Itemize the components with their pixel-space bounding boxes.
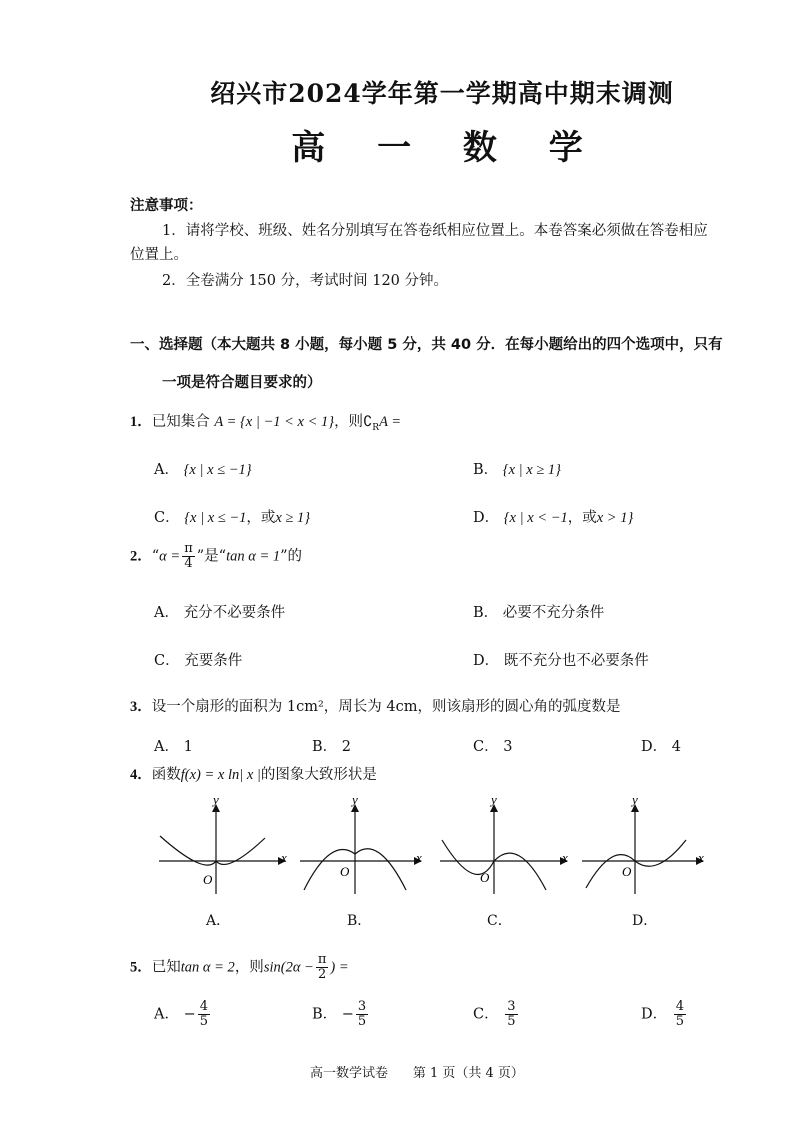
option-value: 1 bbox=[183, 739, 193, 755]
origin-label: O bbox=[340, 864, 350, 879]
math-expression: α = bbox=[159, 548, 181, 565]
fraction-pi-over-4 bbox=[182, 542, 195, 571]
fraction-numerator: π bbox=[317, 952, 327, 967]
stem-text: ，则 bbox=[334, 414, 364, 430]
fraction-denominator: 4 bbox=[184, 556, 193, 571]
function-expression: f(x) = x ln| x | bbox=[180, 767, 261, 783]
section-heading-cont: 一项是符合题目要求的） bbox=[162, 375, 322, 391]
exam-title: 绍兴市2024学年第一学期高中期末调测 bbox=[210, 79, 674, 108]
q1-option-d bbox=[473, 506, 633, 527]
q1-option-c bbox=[154, 506, 310, 527]
fraction-denominator: 2 bbox=[317, 967, 327, 982]
stem-text: 的图象大致形状是 bbox=[260, 767, 377, 783]
y-label: y bbox=[632, 796, 638, 807]
q5-option-c bbox=[473, 1000, 520, 1029]
notice-item-1: 1．请将学校、班级、姓名分别填写在答卷纸相应位置上。本卷答案必须做在答卷相应 bbox=[162, 223, 708, 239]
stem-text: ”的 bbox=[280, 548, 303, 565]
stem-text: A = bbox=[379, 414, 402, 430]
option-value: 必要不充分条件 bbox=[502, 605, 605, 621]
option-text: ，或 bbox=[246, 510, 276, 526]
q2-option-d bbox=[473, 649, 649, 670]
option-label: A． bbox=[154, 1006, 179, 1023]
graph-option-b bbox=[296, 796, 431, 896]
option-label: B． bbox=[312, 1006, 338, 1023]
option-label: C． bbox=[473, 739, 499, 755]
option-value: {x | x < −1 bbox=[503, 510, 568, 526]
option-fraction bbox=[674, 1000, 686, 1029]
q2-option-b bbox=[473, 601, 604, 622]
option-label: A． bbox=[154, 605, 179, 621]
page-footer bbox=[0, 1062, 794, 1081]
math-expression: tan α = 2 bbox=[180, 959, 235, 976]
option-label: D． bbox=[473, 653, 500, 669]
option-label: D． bbox=[641, 1006, 668, 1023]
option-label: D． bbox=[473, 510, 500, 526]
question-number: 5． bbox=[130, 959, 152, 976]
q5-option-b bbox=[312, 1000, 370, 1029]
option-label: C． bbox=[473, 1006, 499, 1023]
option-value: {x | x ≥ 1} bbox=[502, 462, 561, 478]
question-number: 3． bbox=[130, 699, 152, 715]
option-text: ，或 bbox=[567, 510, 597, 526]
fraction-denominator: 5 bbox=[199, 1014, 209, 1029]
question-number: 4． bbox=[130, 767, 152, 783]
x-label: x bbox=[562, 850, 568, 865]
graph-option-a bbox=[155, 796, 290, 896]
y-label: y bbox=[352, 796, 358, 807]
sign: − bbox=[183, 1006, 196, 1023]
option-label: B． bbox=[473, 462, 499, 478]
q2-option-a bbox=[154, 601, 285, 622]
origin-label: O bbox=[203, 872, 213, 887]
option-value: {x | x ≤ −1} bbox=[183, 462, 252, 478]
stem-text: ，周长为 4 bbox=[323, 699, 396, 715]
sign: − bbox=[341, 1006, 354, 1023]
stem-text: ，则 bbox=[234, 959, 264, 976]
fraction-numerator: 3 bbox=[357, 999, 367, 1014]
question-number: 2． bbox=[130, 548, 152, 565]
complement-symbol: ∁ bbox=[363, 414, 373, 430]
q1-option-b bbox=[473, 458, 561, 479]
footer-exam-name: 高一数学试卷 bbox=[310, 1066, 389, 1081]
question-2-stem bbox=[130, 542, 302, 571]
option-fraction bbox=[198, 1000, 210, 1029]
option-value: x ≥ 1} bbox=[275, 510, 311, 526]
option-value: 4 bbox=[671, 739, 681, 755]
option-value: 3 bbox=[503, 739, 513, 755]
graph-label-b: B． bbox=[347, 913, 372, 929]
origin-label: O bbox=[622, 864, 632, 879]
graph-label-a: A． bbox=[206, 913, 231, 929]
math-expression: ) = bbox=[330, 959, 349, 976]
graph-option-c bbox=[436, 796, 576, 896]
curve bbox=[586, 840, 686, 888]
option-fraction bbox=[356, 1000, 368, 1029]
fraction-pi-over-2 bbox=[316, 953, 329, 982]
q3-option-a bbox=[154, 735, 193, 756]
fraction-denominator: 5 bbox=[507, 1014, 516, 1029]
option-label: A． bbox=[154, 462, 179, 478]
subscript-r: R bbox=[372, 422, 380, 433]
question-3-stem bbox=[130, 695, 621, 716]
x-label: x bbox=[281, 850, 287, 865]
fraction-denominator: 5 bbox=[357, 1014, 367, 1029]
stem-text: “ bbox=[151, 548, 160, 565]
option-label: C． bbox=[154, 653, 180, 669]
stem-text: 已知 bbox=[151, 959, 181, 976]
option-value: 充要条件 bbox=[184, 653, 243, 669]
stem-text: ，则该扇形的圆心角的弧度数是 bbox=[417, 699, 621, 715]
option-label: B． bbox=[312, 739, 338, 755]
option-value: 充分不必要条件 bbox=[183, 605, 286, 621]
q2-option-c bbox=[154, 649, 242, 670]
unit: cm² bbox=[296, 699, 324, 715]
fraction-numerator: π bbox=[184, 541, 193, 556]
notice-item-1-cont: 位置上。 bbox=[130, 247, 188, 263]
option-value: 2 bbox=[341, 739, 351, 755]
notice-heading: 注意事项： bbox=[130, 198, 203, 214]
stem-text: 已知集合 bbox=[151, 414, 210, 430]
unit: cm bbox=[395, 699, 418, 715]
x-label: x bbox=[416, 850, 422, 865]
option-fraction bbox=[505, 1000, 517, 1029]
graph-option-d bbox=[578, 796, 713, 896]
set-expression: A = {x | −1 < x < 1} bbox=[214, 414, 335, 430]
option-label: C． bbox=[154, 510, 180, 526]
notice-item-2: 2．全卷满分 150 分，考试时间 120 分钟。 bbox=[162, 273, 449, 289]
fraction-numerator: 4 bbox=[675, 999, 685, 1014]
fraction-numerator: 3 bbox=[507, 999, 516, 1014]
stem-text: 设一个扇形的面积为 1 bbox=[151, 699, 297, 715]
y-label: y bbox=[491, 796, 497, 807]
graph-label-c: C． bbox=[487, 913, 512, 929]
option-value: {x | x ≤ −1 bbox=[184, 510, 247, 526]
question-1-stem bbox=[130, 410, 401, 433]
question-4-stem bbox=[130, 763, 377, 784]
q1-option-a bbox=[154, 458, 252, 479]
option-label: A． bbox=[154, 739, 179, 755]
option-value: x > 1} bbox=[596, 510, 634, 526]
q3-option-b bbox=[312, 735, 351, 756]
question-5-stem bbox=[130, 953, 349, 982]
fraction-numerator: 4 bbox=[199, 999, 209, 1014]
math-expression: sin(2α − bbox=[263, 959, 314, 976]
stem-text: 函数 bbox=[151, 767, 181, 783]
math-expression: tan α = 1 bbox=[226, 548, 281, 565]
option-label: B． bbox=[473, 605, 499, 621]
y-label: y bbox=[213, 796, 219, 807]
q5-option-d bbox=[641, 1000, 688, 1029]
stem-text: ”是“ bbox=[196, 548, 227, 565]
origin-label: O bbox=[480, 870, 490, 885]
q5-option-a bbox=[154, 1000, 212, 1029]
x-label: x bbox=[698, 850, 704, 865]
option-label: D． bbox=[641, 739, 668, 755]
footer-page-number: 第 1 页（共 4 页） bbox=[412, 1066, 524, 1081]
subject-title: 高 一 数 学 bbox=[291, 128, 603, 168]
question-number: 1． bbox=[130, 414, 152, 430]
q3-option-d bbox=[641, 735, 681, 756]
section-heading: 一、选择题（本大题共 8 小题，每小题 5 分，共 40 分．在每小题给出的四个选项中，只有 bbox=[130, 337, 723, 353]
graph-label-d: D． bbox=[632, 913, 658, 929]
q3-option-c bbox=[473, 735, 512, 756]
option-value: 既不充分也不必要条件 bbox=[503, 653, 649, 669]
fraction-denominator: 5 bbox=[675, 1014, 685, 1029]
